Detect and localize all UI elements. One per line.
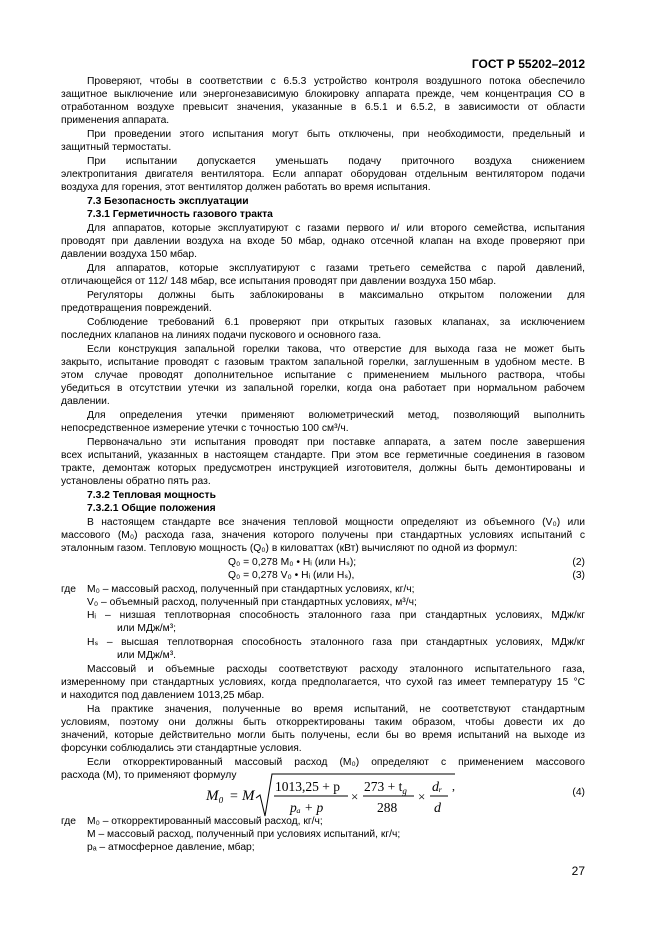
text-line: эталонным газом. Тепловую мощность (Q₀) в киловаттах (кВт) вычисляют по одной из формул: bbox=[61, 543, 518, 554]
equation-number: (2) bbox=[572, 557, 585, 568]
text-line: и находится под давлением 1013,25 мбар. bbox=[61, 690, 265, 701]
text-line: убедиться в отсутствии утечки из запальной горелки, когда она работает при нормальном рабочем bbox=[61, 383, 585, 394]
text-line: Для аппаратов, которые эксплуатируют с газами первого и/ или второго семейства, испытания bbox=[87, 223, 585, 234]
text-line: электропитания двигателя вентилятора. Если аппарат оборудован отдельным вентилятором подачи bbox=[61, 169, 585, 180]
text-line: всех испытаний, указанных в настоящем стандарте. При этом все герметичные соединения в газовом bbox=[61, 450, 585, 461]
text-line: значений, которые действительно могли быть получены, если бы во время испытаний на выходе из bbox=[61, 730, 585, 741]
text-line: защитный термостаты. bbox=[61, 142, 172, 153]
text-line: давлении воздуха 150 мбар. bbox=[61, 249, 197, 260]
section-heading: 7.3.1 Герметичность газового тракта bbox=[87, 209, 273, 220]
text-line: M₀ – массовый расход, полученный при стандартных условиях, кг/ч; bbox=[87, 584, 415, 595]
text-line: форсунки соблюдались эти стандартные условия. bbox=[61, 743, 302, 754]
formula-m: M bbox=[242, 788, 255, 804]
equation-number: (4) bbox=[572, 787, 585, 798]
text-line: отличающейся от 112/ 148 мбар, все испытания проводят при давлении воздуха 150 мбар. bbox=[61, 276, 497, 287]
text-line: непосредственное измерение утечки с точностью 100 см³/ч. bbox=[61, 423, 349, 434]
text-line: последних клапанов на линиях подачи пускового и основного газа. bbox=[61, 330, 382, 341]
text-line: или МДж/м³. bbox=[117, 650, 177, 661]
text-line: M – массовый расход, полученный при условиях испытаний, кг/ч; bbox=[87, 829, 401, 840]
text-line: При проведении этого испытания могут быть отключены, при необходимости, предельный и bbox=[87, 129, 585, 140]
text-line: где bbox=[61, 584, 77, 595]
fraction1-numerator: 1013,25 + p bbox=[275, 779, 340, 794]
text-line: проводят при давлении воздуха на входе 50 мбар, однако отсечной клапан на входе проверяют при bbox=[61, 236, 585, 247]
text-line: Для аппаратов, которые эксплуатируют с газами третьего семейства с парой давлений, bbox=[87, 263, 585, 274]
formula-equals: = bbox=[230, 789, 238, 804]
text-line: V₀ – объемный расход, полученный при стандартных условиях, м³/ч; bbox=[87, 597, 417, 608]
text-line: применения аппарата. bbox=[61, 115, 170, 126]
text-line: Регуляторы должны быть заблокированы в максимально открытом положении для bbox=[87, 290, 585, 301]
text-line: Hₛ – высшая теплотворная способность эталонного газа при стандартных условиях, МДж/кг bbox=[87, 637, 585, 648]
section-heading: 7.3 Безопасность эксплуатации bbox=[87, 196, 249, 207]
text-line: отработанном воздухе превысит значения, указанные в 6.5.1 и 6.5.2, в зависимости от области bbox=[61, 102, 585, 113]
formula-lhs: M₀ bbox=[206, 788, 224, 804]
text-line: Если откорректированный массовый расход (M₀) определяют с применением массового bbox=[87, 757, 585, 768]
text-line: давлении. bbox=[61, 396, 110, 407]
text-line: Q₀ = 0,278 M₀ • Hᵢ (или Hₛ); bbox=[228, 557, 357, 568]
text-line: M₀ – откорректированный массовый расход, кг/ч; bbox=[87, 816, 323, 827]
text-line: Если конструкция запальной горелки такова, что отверстие для выхода газа не может быть bbox=[87, 344, 585, 355]
text-line: измеренному при стандартных условиях, когда предполагается, что сухой газ имеет температуру 15 °С bbox=[61, 677, 585, 688]
text-line: этом случае проводят дополнительное испытание с применением мыльного раствора, чтобы bbox=[61, 370, 585, 381]
text-line: В настоящем стандарте все значения тепловой мощности определяют из объемного (V₀) или bbox=[87, 517, 585, 528]
fraction3-numerator: dᵣ bbox=[432, 780, 443, 795]
times-sign-2: × bbox=[418, 789, 426, 804]
text-line: где bbox=[61, 816, 77, 827]
text-line: тракте, демонтаж которых предусмотрен инструкцией изготовителя, должны быть демонтированы и bbox=[61, 463, 585, 474]
fraction2-numerator: $273 + t_g$ bbox=[364, 779, 407, 796]
times-sign-1: × bbox=[351, 789, 359, 804]
text-line: закрыто, испытание проводят с газовым трактом запальной горелки, заглушенным в удобном месте. В bbox=[61, 357, 585, 368]
fraction2-denominator: 288 bbox=[377, 800, 398, 815]
text-line: Массовый и объемные расходы соответствуют расходу эталонного испытательного газа, bbox=[87, 664, 585, 675]
section-heading: 7.3.2.1 Общие положения bbox=[87, 503, 216, 514]
formula-comma: , bbox=[452, 779, 455, 793]
text-line: Для определения утечки применяют волюметрический метод, позволяющий выполнить bbox=[87, 410, 585, 421]
fraction1-denominator: pₐ + p bbox=[290, 800, 324, 815]
text-line: расхода (M), то применяют формулу bbox=[61, 770, 237, 781]
text-line: pₐ – атмосферное давление, мбар; bbox=[87, 842, 255, 853]
fraction3-denominator: d bbox=[434, 801, 441, 816]
text-line: Q₀ = 0,278 V₀ • Hᵢ (или Hₛ), bbox=[228, 570, 355, 581]
text-line: Hᵢ – низшая теплотворная способность эталонного газа при стандартных условиях, МДж/кг bbox=[87, 610, 585, 621]
text-line: Проверяют, чтобы в соответствии с 6.5.3 устройство контроля воздушного потока обеспечило bbox=[87, 76, 585, 87]
text-line: установлены обратно пять раз. bbox=[61, 476, 211, 487]
document-id-header: ГОСТ Р 55202–2012 bbox=[471, 57, 585, 71]
text-line: При испытании допускается уменьшать подачу приточного воздуха снижением bbox=[87, 156, 585, 167]
text-line: На практике значения, полученные во время испытаний, не соответствуют стандартным bbox=[87, 704, 585, 715]
equation-number: (3) bbox=[572, 570, 585, 581]
text-line: Соблюдение требований 6.1 проверяют при открытых газовых клапанах, за исключением bbox=[87, 317, 585, 328]
page-number: 27 bbox=[571, 864, 585, 878]
formula-4 bbox=[200, 772, 500, 820]
text-line: Первоначально эти испытания проводят при поставке аппарата, а затем после завершения bbox=[87, 437, 585, 448]
text-line: предотвращения повреждений. bbox=[61, 303, 212, 314]
text-line: защитное выключение или энергонезависимую блокировку аппарата прежде, чем концентрация СО в bbox=[61, 89, 585, 100]
text-line: массового (M₀) расхода газа, значения которого получены при стандартных условиях испытаний с bbox=[61, 530, 585, 541]
text-line: или МДж/м³; bbox=[117, 623, 177, 634]
section-heading: 7.3.2 Тепловая мощность bbox=[87, 490, 216, 501]
text-line: воздуха для горения, этот вентилятор должен работать во время испытания. bbox=[61, 182, 431, 193]
text-line: условиям, поэтому они должны быть откорректированы таким образом, чтобы довести их до bbox=[61, 717, 585, 728]
